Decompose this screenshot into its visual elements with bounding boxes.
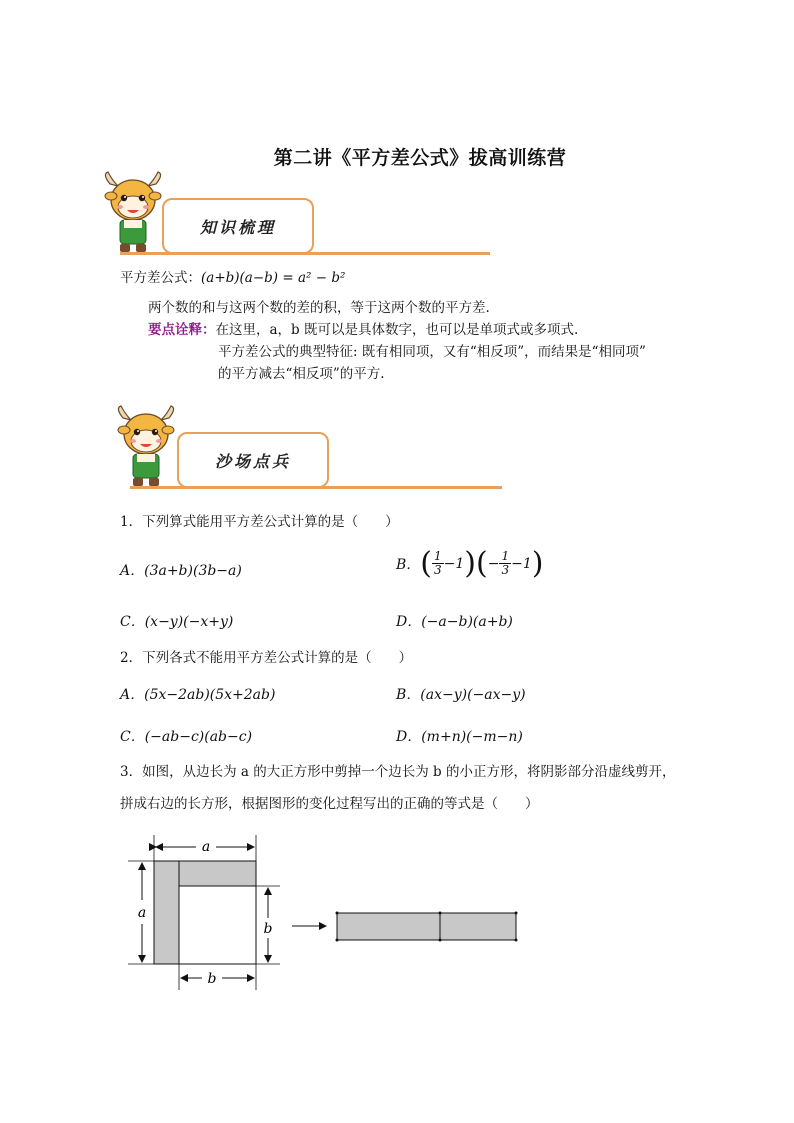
fraction: $\frac{1}{3}$ (434, 549, 442, 577)
dim-a-left: a (137, 905, 147, 921)
dim-a-top: a (201, 839, 211, 855)
explain-line-1: 两个数的和与这两个数的差的积，等于这两个数的平方差. (148, 300, 490, 316)
shaded-left-strip (154, 861, 179, 964)
cow-mascot-icon (113, 404, 179, 490)
fraction: $\frac{1}{3}$ (501, 549, 510, 577)
explain-line-3: 平方差公式的典型特征: 既有相同项，又有“相反项”，而结果是“相同项” (218, 344, 646, 360)
question-3-line-1: 3．如图，从边长为 a 的大正方形中剪掉一个边长为 b 的小正方形，将阴影部分沿虚线剪开， (120, 764, 676, 780)
explain-line-2-text: 在这里，a，b 既可以是具体数字，也可以是单项式或多项式. (215, 322, 579, 338)
q2-option-c: C．(−ab−c)(ab−c) (120, 729, 253, 745)
small-square (179, 886, 256, 964)
result-rect-right (440, 913, 516, 940)
formula-line (120, 268, 345, 288)
explain-line-2 (148, 320, 578, 340)
section-divider (120, 252, 490, 255)
q1-option-a: A．(3a+b)(3b−a) (120, 563, 242, 579)
q1-option-b: B． ( $\frac{1}{3}$ −1 ) ( − $\frac{1}{3}$ −1 ) (396, 546, 544, 581)
square-cut-figure (120, 830, 540, 1000)
section-header-practice (177, 432, 329, 488)
formula-expression: (a+b)(a−b) = a² − b² (201, 270, 346, 286)
dim-b-right: b (263, 921, 273, 937)
section-header-label: 知识梳理 (199, 217, 276, 237)
question-2-stem: 2．下列各式不能用平方差公式计算的是（ ） (120, 650, 413, 666)
q1-option-c: C．(x−y)(−x+y) (120, 614, 234, 630)
question-3-line-2: 拼成右边的长方形，根据图形的变化过程写出的正确的等式是（ ） (120, 796, 539, 812)
explain-line-4: 的平方减去“相反项”的平方. (218, 366, 385, 382)
dim-b-bottom: b (207, 971, 217, 987)
q2-option-a: A．(5x−2ab)(5x+2ab) (120, 687, 276, 703)
q2-option-b: B．(ax−y)(−ax−y) (396, 687, 526, 703)
section-header-label: 沙场点兵 (214, 451, 291, 471)
q2-option-d: D．(m+n)(−m−n) (396, 729, 523, 745)
cow-mascot-icon (100, 170, 166, 256)
section-divider (130, 486, 502, 489)
question-1-stem: 1．下列算式能用平方差公式计算的是（ ） (120, 514, 399, 530)
formula-label: 平方差公式： (120, 270, 201, 286)
page-title: 第二讲《平方差公式》拔高训练营 (273, 147, 567, 169)
section-header-knowledge (162, 198, 314, 254)
q1-option-d: D．(−a−b)(a+b) (396, 614, 513, 630)
key-points-label: 要点诠释： (148, 322, 216, 338)
result-rect-left (337, 913, 440, 940)
q1-option-b-prefix: B． (396, 556, 421, 573)
